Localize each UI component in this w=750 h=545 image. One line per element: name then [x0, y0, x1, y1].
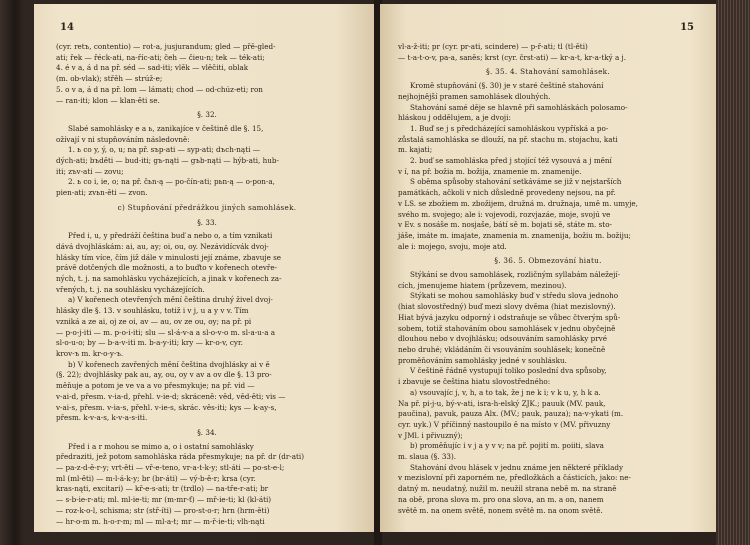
text-line: ožívají v ni stupňováním následovně:: [56, 134, 190, 144]
text-line: proměňováním samohlásky jedné v souhlásku.: [398, 355, 567, 365]
text-line: v Ev. s nosáše m. nosjaše, bátí sě m. bojati sě, státe m. sto-: [398, 220, 612, 230]
text-line: — pa-z-d-ě-r-y; vrt-ěti — vř-e-teno, vr-a-t-k-y; stl-áti — po-st-e-l;: [56, 463, 285, 473]
text-line: právě dotčených dle možnosti, a to buďto v kořenech otevře-: [56, 263, 278, 273]
text-line: kras-nąti, excitari) — kř-e-s-ati; tr (trdlo) — na-tře-r-ati; br: [56, 484, 269, 494]
text-line: zůstalá samohláska se dlouží, na př. stachu m. stojachu, kati: [398, 134, 618, 144]
text-line: hláskou j oddělujem, a je dvoji:: [398, 113, 511, 123]
text-line: b) proměňujíc i v j a y v v; na př. pojití m. poiiti, slava: [410, 441, 604, 451]
text-line: cyr. uyk.) V příčinný nastoupilo ě na místo v (MV. přivuzny: [398, 419, 611, 429]
text-line: hlásky tím více, čím již dále v minulosti její známe, zbavuje se: [56, 252, 282, 262]
text-line: v í, na př. božia m. božija, znamenie m. znamenije.: [398, 166, 582, 176]
right-page: [380, 4, 716, 532]
text-line: §. 34.: [197, 427, 217, 437]
text-line: Před i, u, y předráží čeština buď a nebo o, a tím vznikati: [68, 231, 273, 241]
right-page-number: 15: [680, 22, 694, 33]
text-line: památkách, ačkoli v nich důsledně provedeny nejsou, na př.: [398, 188, 616, 198]
text-line: vl-a-ž-iti; pr (cyr. pr-ati, scindere) — p-ř-ati; tl (tl-ěti): [398, 42, 588, 51]
text-line: měňuje a potom je ve va a vo přesmykuje; na př. vid —: [56, 381, 255, 391]
text-line: v LS. se zbožiem m. zbožijem, družná m. družnaja, umě m. umyje,: [398, 198, 638, 208]
text-line: dává dvojhláskám: ai, au, ay; oi, ou, oy. Nezávidícvák dvoj-: [56, 241, 269, 251]
text-line: v mezislovní při zaporném ne, předložkách a částicích, jako: ne-: [398, 473, 631, 483]
text-line: S oběma spůsoby stahování setkáváme se již v nejstarších: [410, 177, 622, 187]
text-line: — p-o-j-iti — m. p-o-i-iti; slu — sl-á-v-a a sl-o-v-o m. sl-a-u-a a: [56, 327, 276, 337]
left-page-text: [56, 42, 358, 527]
page-edges: [716, 0, 750, 545]
text-line: sl-o-u-o; by — b-a-v-iti m. b-a-y-iti; kry — kr-o-v, cyr.: [56, 338, 243, 348]
text-line: světě m. na onem světě, nonem světě m. na onom světě.: [398, 505, 603, 515]
text-line: c) Stupňování předrážkou jiných samohlásek.: [117, 202, 297, 212]
text-line: vřených, t. j. na souhlásku vycházejících.: [56, 284, 205, 294]
text-line: Stahování samé děje se hlavně při samohláskách polosamo-: [410, 102, 628, 112]
text-line: (hiat slovostředný) buď mezi slovy dvěma (hiat mezislovný).: [398, 302, 616, 312]
text-line: (§. 22); dvojhlásky pak au, ay, ou, oy v av a ov dle §. 13 pro-: [56, 370, 272, 380]
text-line: vzniká a ze ai, oj ze oi, av — au, ov ze ou, oy; na př. pi: [56, 316, 252, 326]
left-page: [34, 4, 376, 532]
text-line: b) V kořenech zavřených mění čeština dvojhlásky ai v ě: [68, 359, 270, 369]
text-line: Před i a r mohou se mimo a, o i ostatní samohlásky: [68, 441, 254, 451]
text-line: Hiat bývá jazyku odporný i odstraňuje se vůbec čtverým spů-: [398, 312, 621, 322]
text-line: ati; řek — řéck-ati, na-říc-ati; čeh — čieu-n; tek — ték-ati;: [56, 52, 265, 62]
text-line: §. 36. 5. Obmezování hiatu.: [494, 256, 602, 266]
text-line: dých-ati; bъděti — bud-iti; gъ-nąti — gъb-nąti — hýb-ati, hub-: [56, 156, 279, 166]
text-line: — ran-iti; klon — klan-ěti se.: [56, 95, 160, 105]
text-line: (m. ob-vlak); střěh — strúž-e;: [56, 74, 163, 84]
text-line: — t-a-t-o-v, pa-a, saněs; krst (cyr. črst-ati) — kr-a-t, kr-a-tký a j.: [398, 52, 627, 62]
text-line: svého m. svojego; ale i: vojevodi, rozvjazáe, moje, svojú ve: [398, 209, 611, 219]
text-line: 1. ь co y, ý, o, u; na př. sъp-ati — syp-ati; dъch-nąti —: [68, 145, 260, 155]
text-line: ných, t. j. na samohlásku vycházejících, a jinak v kořenech za-: [56, 274, 282, 284]
text-line: Stahování dvou hlásek v jednu známe jen některé příklady: [410, 462, 624, 472]
text-line: 1. Buď se j s předcházející samohláskou vypříská a po-: [410, 123, 609, 133]
text-line: na obě, prona slova m. pro ona slova, an m. a on, nanem: [398, 494, 604, 504]
text-line: a) V kořenech otevřených mění čeština druhý živel dvoj-: [68, 295, 273, 305]
text-line: 2. buď se samohláska před j stojící též vysouvá a j mění: [410, 156, 612, 166]
text-line: Stýkati se mohou samohlásky buď v středu slova jednoho: [410, 291, 619, 301]
text-line: Na př. pi-j-u, bý-v-ati, isra-h-elský ZJK.; pauuk (MV. pauk,: [398, 398, 606, 408]
text-line: (cyr. retъ, contentio) — rot-a, jusjurandum; gled — přě-gled-: [56, 42, 276, 51]
text-line: §. 32.: [197, 110, 217, 120]
text-line: v-ai-d, přesm. v-ia-d, přehl. v-ie-d; skráceně: věd, věd-ěti; vis —: [56, 391, 286, 401]
text-line: V češtině řádně vystupují toliko poslední dva spůsoby,: [410, 366, 607, 376]
text-line: iti; zъv-ati — zovu;: [56, 166, 124, 176]
text-line: m. slaua (§. 33).: [398, 452, 457, 462]
text-line: 2. ь co i, ie, o; na př. čьn-ą — po-čín-ati; pьn-ą — o-pon-a,: [68, 177, 275, 187]
text-line: přesm. k-v-a-s, k-v-a-s-iti.: [56, 413, 148, 423]
text-line: paučina), pavuk, pauza Alx. (MV.; pauk, pauza); na-v-ykati (m.: [398, 409, 624, 419]
text-line: — s-b-ie-r-ati; ml. ml-ie-ti; mr (m-mr-ť) — mř-ie-ti; kl (kl-áti): [56, 495, 272, 505]
text-line: jáše, imáte m. imajate, znamenia m. znamenija, božiu m. božiju;: [398, 230, 631, 240]
text-line: 5. o v a, á d na př. lom — lámati; chod — od-chúz-eti; ron: [56, 84, 263, 94]
text-line: m. kajati;: [398, 145, 433, 155]
text-line: cích, jmenujeme hiatem (průzevem, mezinou).: [398, 280, 567, 290]
text-line: Kromě stupňování (§. 30) je v staré češtině stahování: [410, 81, 604, 91]
text-line: Stýkání se dvou samohlásek, rozličným syllabám náležejí-: [410, 270, 621, 280]
text-line: datný m. neudatný, nužil m. neužil strana nebě m. na straně: [398, 484, 617, 494]
text-line: nejhojnější pramen samohlásek dlouhých.: [398, 91, 551, 101]
text-line: 4. é v a, á d na př. séd — sad-iti; vlěk — vlěčiti, oblak: [56, 63, 249, 73]
text-line: sobem, totiž stahováním obou samohlásek v jednu obyčejně: [398, 323, 616, 333]
right-page-text: [398, 42, 698, 516]
text-line: krov-ъ m. kr-o-y-ъ.: [56, 348, 124, 358]
text-line: v-ai-s, přesm. v-ia-s, přehl. v-ie-s, skrác. věs-iti; kys — k-ay-s,: [56, 402, 277, 412]
text-line: hlásky dle §. 13. v souhlásku, totiž i v j, u a y v v. Tím: [56, 306, 249, 316]
text-line: — roz-k-o-l, schisma; str (stř-íti) — pro-st-o-r; hrn (hrm-ěti): [56, 505, 270, 515]
text-line: a) vsouvajíc j, v, h, a to tak, že j ne k i; v k u, y, h k a.: [410, 387, 601, 397]
text-line: ale i: mojego, svoju, moje atd.: [398, 241, 507, 251]
text-line: nebo druhé; vkládáním či vsouváním souhlásek; konečně: [398, 344, 606, 354]
text-line: pien-ati; zvьn-ěti — zvon.: [56, 188, 148, 198]
text-line: i zbavuje se čeština hiatu slovostředného:: [398, 377, 551, 387]
text-line: — hr-o-m m. h-o-r-m; ml — ml-a-t; mr — m-ř-ie-ti; vlh-nąti: [56, 516, 265, 526]
text-line: předraziti, jež potom samohláska ráda přesmykuje; na př. dr (dr-ati): [56, 452, 304, 462]
left-page-number: 14: [60, 22, 74, 33]
text-line: §. 35. 4. Stahování samohlásek.: [486, 67, 610, 77]
text-line: v JMl. i přivuzný);: [398, 430, 463, 440]
text-line: dlouhou nebo v dvojhlásku; odsouváním samohlásky prvé: [398, 334, 607, 344]
text-line: §. 33.: [197, 217, 217, 227]
text-line: ml (ml-ěti) — m-l-á-k-y; br (br-áti) — vý-b-ě-r; krsa (cyr.: [56, 473, 256, 483]
text-line: Slabé samohlásky e a ь, zanikajíce v češtině dle §. 15,: [68, 123, 264, 133]
